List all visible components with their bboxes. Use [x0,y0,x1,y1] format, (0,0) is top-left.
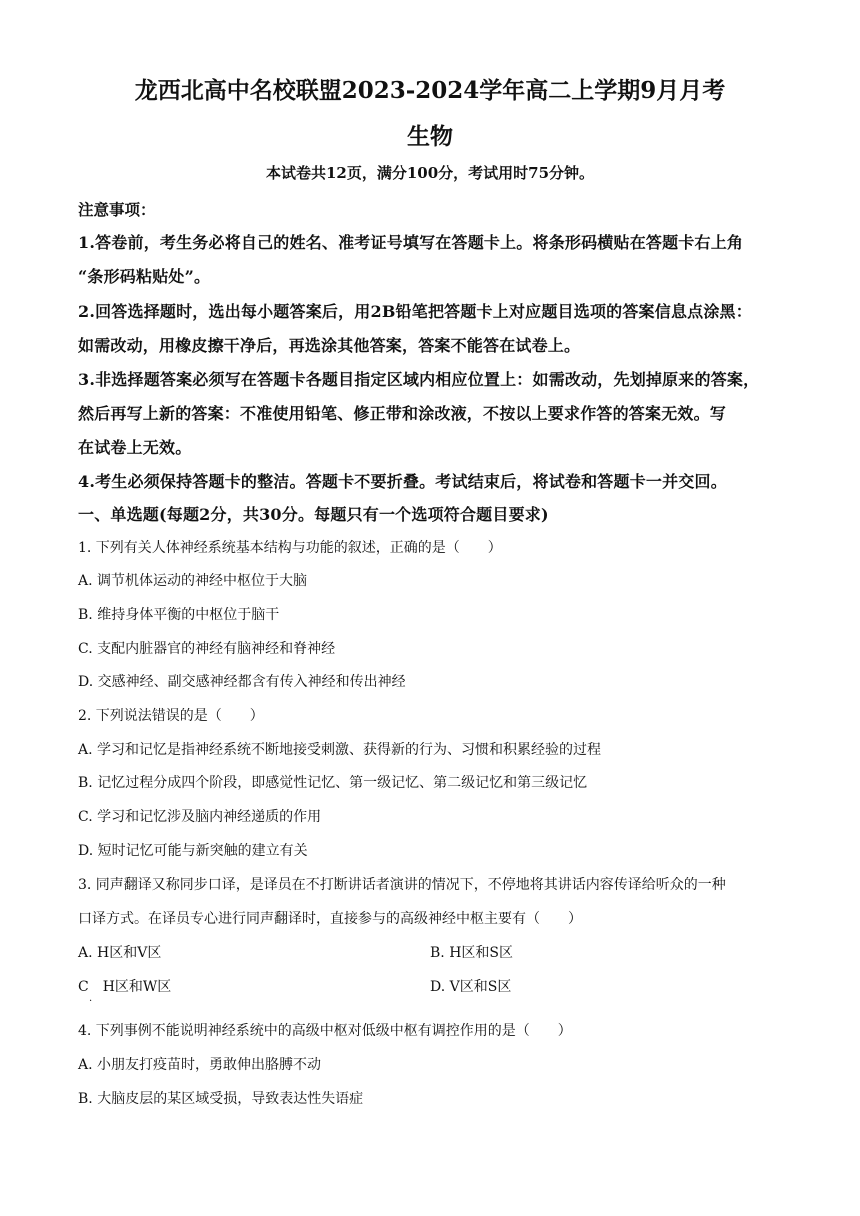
option-a: A. H区和V区 [78,945,162,961]
notice-line: 在试卷上无效。 [78,438,192,457]
option-b: B. 大脑皮层的某区域受损，导致表达性失语症 [78,1091,364,1107]
question-stem: 2. 下列说法错误的是（ ） [78,708,264,724]
section-heading: 一、单选题(每题2分，共30分。每题只有一个选项符合题目要求) [78,505,549,524]
option-a: A. 小朋友打疫苗时，勇敢伸出胳膊不动 [78,1057,322,1073]
notice-line: 2.回答选择题时，选出每小题答案后，用2B铅笔把答题卡上对应题目选项的答案信息点涂黑： [78,302,752,321]
option-c: C H区和W区 [78,979,172,995]
exam-info: 本试卷共12页，满分100分，考试用时75分钟。 [265,164,595,182]
notice-line: “条形码粘贴处”。 [78,267,211,286]
notice-line: 1.答卷前，考生务必将自己的姓名、准考证号填写在答题卡上。将条形码横贴在答题卡右上角 [78,233,744,252]
question-stem: 1. 下列有关人体神经系统基本结构与功能的叙述，正确的是（ ） [78,540,502,556]
option-c: C. 学习和记忆涉及脑内神经递质的作用 [78,809,322,825]
option-b: B. 维持身体平衡的中枢位于脑干 [78,607,280,623]
option-a: A. 调节机体运动的神经中枢位于大脑 [78,573,308,589]
option-c: C. 支配内脏器官的神经有脑神经和脊神经 [78,641,336,657]
question-stem: 3. 同声翻译又称同步口译，是译员在不打断讲话者演讲的情况下，不停地将其讲话内容传译给听众的一种 [78,877,726,893]
option-b: B. H区和S区 [430,945,513,961]
exam-subject: 生物 [407,123,453,150]
option-b: B. 记忆过程分成四个阶段，即感觉性记忆、第一级记忆、第二级记忆和第三级记忆 [78,775,588,791]
notice-line: 如需改动，用橡皮擦干净后，再选涂其他答案，答案不能答在试卷上。 [78,336,581,355]
option-a: A. 学习和记忆是指神经系统不断地接受刺激、获得新的行为、习惯和积累经验的过程 [78,742,602,758]
stray-dot: . [89,993,93,1004]
notice-heading: 注意事项： [78,200,156,219]
option-d: D. V区和S区 [430,979,512,995]
notice-line: 然后再写上新的答案：不准使用铅笔、修正带和涂改液，不按以上要求作答的答案无效。写 [78,404,727,423]
question-stem: 口译方式。在译员专心进行同声翻译时，直接参与的高级神经中枢主要有（ ） [78,911,582,927]
option-d: D. 交感神经、副交感神经都含有传入神经和传出神经 [78,674,406,690]
question-stem: 4. 下列事例不能说明神经系统中的高级中枢对低级中枢有调控作用的是（ ） [78,1023,572,1039]
notice-line: 3.非选择题答案必须写在答题卡各题目指定区域内相应位置上：如需改动，先划掉原来的答案， [78,370,760,389]
notice-line: 4.考生必须保持答题卡的整洁。答题卡不要折叠。考试结束后，将试卷和答题卡一并交回。 [78,472,727,491]
option-d: D. 短时记忆可能与新突触的建立有关 [78,843,308,859]
exam-title: 龙西北高中名校联盟2023-2024学年高二上学期9月月考 [134,77,726,104]
